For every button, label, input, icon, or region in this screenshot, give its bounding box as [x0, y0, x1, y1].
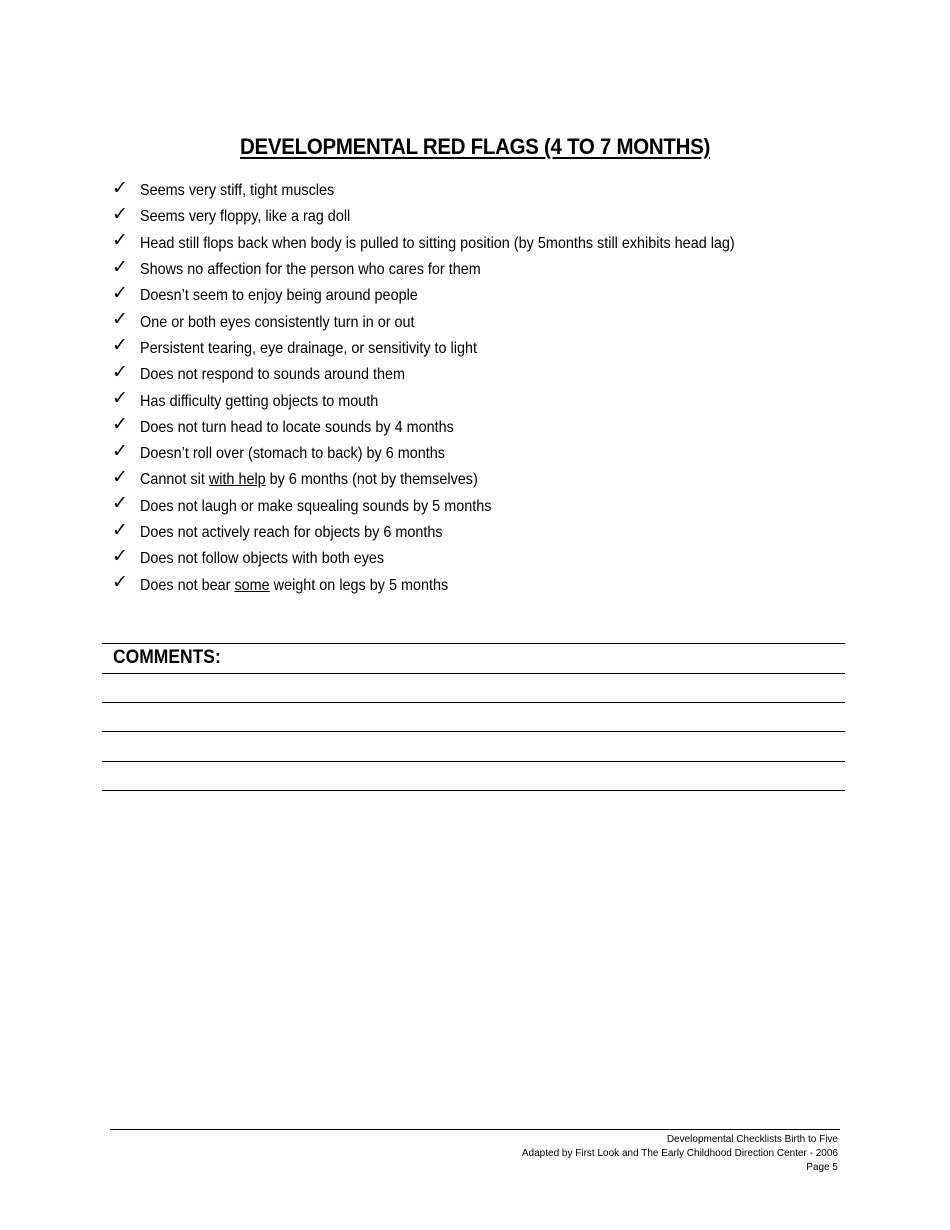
flag-text: Persistent tearing, eye drainage, or sensitivity to light — [140, 339, 477, 357]
flag-text-pre: Does not bear — [140, 576, 235, 594]
flag-text: Has difficulty getting objects to mouth — [140, 392, 379, 410]
flag-text-underlined: with help — [208, 471, 266, 489]
checkmark-icon: ✓ — [112, 176, 128, 199]
checkmark-icon: ✓ — [112, 255, 128, 278]
checkmark-icon: ✓ — [112, 308, 128, 331]
flag-text-post: by 6 months (not by themselves) — [265, 471, 478, 489]
flag-text: Head still flops back when body is pulled to sitting position (by 5months still exhibits head lag) — [140, 234, 735, 252]
flag-text: Doesn’t seem to enjoy being around people — [140, 287, 418, 305]
footer-divider — [110, 1129, 840, 1130]
flag-text: One or both eyes consistently turn in or out — [140, 313, 415, 331]
flag-text-pre: Cannot sit — [140, 471, 209, 489]
checkmark-icon: ✓ — [112, 492, 128, 515]
checkmark-icon: ✓ — [112, 439, 128, 462]
flag-text — [140, 577, 448, 595]
flag-text: Doesn’t roll over (stomach to back) by 6 months — [140, 445, 445, 463]
flag-text: Seems very stiff, tight muscles — [140, 182, 335, 200]
flag-text: Does not respond to sounds around them — [140, 366, 405, 384]
checkmark-icon: ✓ — [112, 202, 128, 225]
list-item — [112, 178, 801, 204]
flag-text: Does not actively reach for objects by 6 months — [140, 524, 443, 541]
list-item — [112, 231, 801, 257]
checkmark-icon: ✓ — [112, 360, 128, 383]
flag-text: Does not turn head to locate sounds by 4 months — [140, 418, 454, 436]
list-item — [112, 388, 801, 414]
red-flags-list — [112, 178, 801, 599]
flag-text: Does not laugh or make squealing sounds by 5 months — [140, 497, 492, 515]
list-item — [112, 204, 801, 230]
checkmark-icon: ✓ — [112, 544, 128, 567]
list-item — [112, 546, 801, 572]
comment-line[interactable] — [102, 761, 845, 762]
list-item — [112, 309, 801, 335]
page-footer — [522, 1133, 838, 1175]
list-item — [112, 572, 801, 598]
footer-attribution: Adapted by First Look and The Early Childhood Direction Center - 2006 — [521, 1148, 838, 1159]
flag-text-post: weight on legs by 5 months — [269, 576, 449, 594]
list-item — [112, 336, 801, 362]
comments-label: COMMENTS: — [113, 647, 221, 668]
comment-line[interactable] — [102, 790, 845, 791]
flag-text-underlined: some — [234, 576, 270, 594]
comment-line[interactable] — [102, 702, 845, 703]
comment-line[interactable] — [102, 673, 845, 674]
list-item — [112, 257, 801, 283]
checkmark-icon: ✓ — [112, 229, 128, 252]
list-item — [112, 520, 801, 546]
checkmark-icon: ✓ — [112, 281, 128, 304]
list-item — [112, 441, 801, 467]
flag-text: Does not follow objects with both eyes — [140, 550, 385, 568]
checkmark-icon: ✓ — [112, 571, 128, 594]
checkmark-icon: ✓ — [112, 387, 128, 410]
flag-text: Shows no affection for the person who cares for them — [140, 261, 481, 279]
list-item — [112, 467, 801, 493]
list-item — [112, 415, 801, 441]
checkmark-icon: ✓ — [112, 413, 128, 436]
checkmark-icon: ✓ — [112, 465, 128, 488]
list-item — [112, 494, 801, 520]
list-item — [112, 362, 801, 388]
comments-top-rule — [102, 643, 845, 644]
flag-text: Seems very floppy, like a rag doll — [140, 208, 351, 226]
comment-line[interactable] — [102, 731, 845, 732]
flag-text — [140, 471, 478, 489]
checkmark-icon: ✓ — [112, 518, 128, 541]
checkmark-icon: ✓ — [112, 334, 128, 357]
page-title: DEVELOPMENTAL RED FLAGS (4 TO 7 MONTHS) — [240, 134, 710, 159]
footer-page-number: Page 5 — [806, 1162, 838, 1173]
footer-document-title: Developmental Checklists Birth to Five — [666, 1134, 838, 1145]
list-item — [112, 283, 801, 309]
